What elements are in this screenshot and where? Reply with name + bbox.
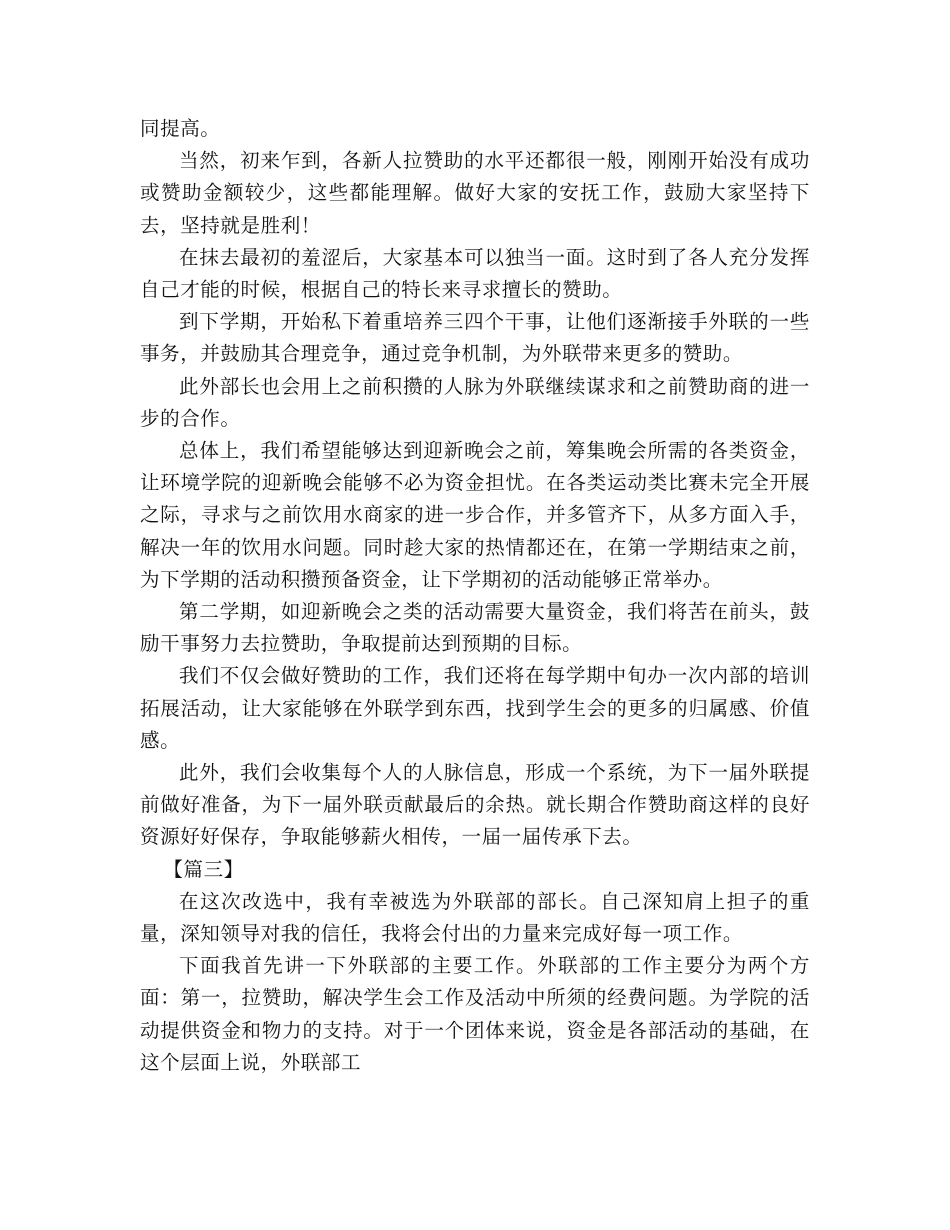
paragraph: 在这次改选中，我有幸被选为外联部的部长。自己深知肩上担子的重量，深知领导对我的信任，我将会付出的力量来完成好每一项工作。 (140, 889, 810, 946)
paragraph: 此外部长也会用上之前积攒的人脉为外联继续谋求和之前赞助商的进一步的合作。 (140, 374, 810, 430)
paragraph: 同提高。 (140, 117, 221, 140)
paragraph: 下面我首先讲一下外联部的主要工作。外联部的工作主要分为两个方面：第一，拉赞助，解决学生会工作及活动中所须的经费问题。为学院的活动提供资金和物力的支持。对于一个团体来说，资金是各部活动的基础，在这个层面上说，外联部工 (140, 954, 810, 1074)
paragraph: 总体上，我们希望能够达到迎新晚会之前，筹集晚会所需的各类资金，让环境学院的迎新晚会能够不必为资金担忧。在各类运动类比赛未完全开展之际，寻求与之前饮用水商家的进一步合作，并多管齐下，从多方面入手，解决一年的饮用水问题。同时趁大家的热情都还在，在第一学期结束之前，为下学期的活动积攒预备资金，让下学期初的活动能够正常举办。 (140, 439, 810, 591)
section-heading: 【篇三】 (163, 857, 244, 881)
paragraph: 我们不仅会做好赞助的工作，我们还将在每学期中旬办一次内部的培训拓展活动，让大家能够在外联学到东西，找到学生会的更多的归属感、价值感。 (140, 664, 810, 752)
paragraph: 第二学期，如迎新晚会之类的活动需要大量资金，我们将苦在前头，鼓励干事努力去拉赞助，争取提前达到预期的目标。 (140, 600, 810, 656)
paragraph: 此外，我们会收集每个人的人脉信息，形成一个系统，为下一届外联提前做好准备，为下一届外联贡献最后的余热。就长期合作赞助商这样的良好资源好好保存，争取能够薪火相传，一届一届传承下去。 (140, 761, 810, 849)
paragraph: 在抹去最初的羞涩后，大家基本可以独当一面。这时到了各人充分发挥自己才能的时候，根据自己的特长来寻求擅长的赞助。 (140, 245, 810, 302)
paragraph: 到下学期，开始私下着重培养三四个干事，让他们逐渐接手外联的一些事务，并鼓励其合理竞争，通过竞争机制，为外联带来更多的赞助。 (140, 310, 810, 366)
document-body (140, 113, 810, 1079)
paragraph: 当然，初来乍到，各新人拉赞助的水平还都很一般，刚刚开始没有成功或赞助金额较少，这些都能理解。做好大家的安抚工作，鼓励大家坚持下去，坚持就是胜利！ (140, 149, 810, 237)
